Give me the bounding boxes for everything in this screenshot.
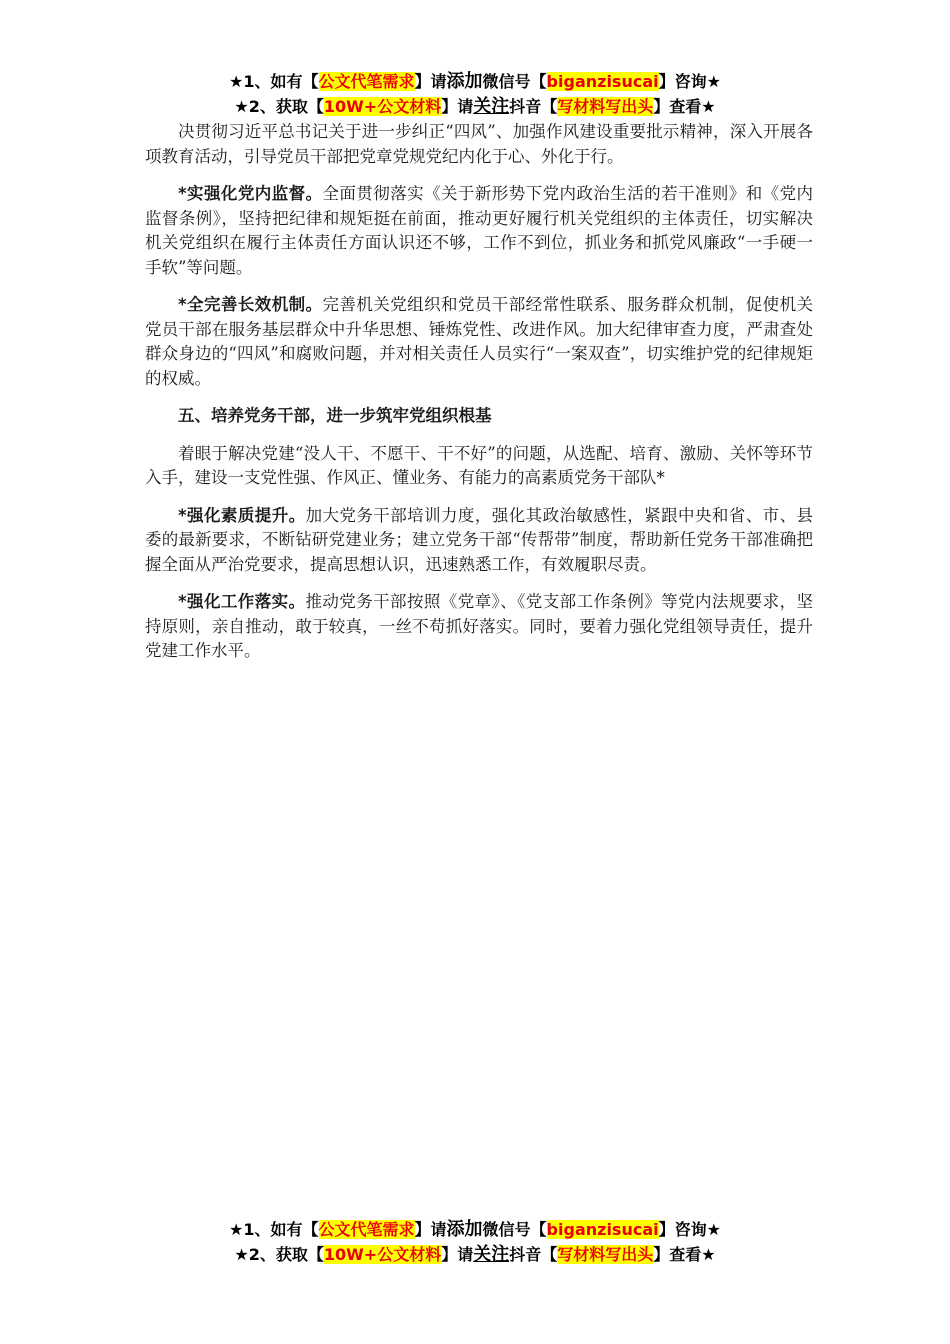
footer-banner [0,1217,950,1267]
paragraph [145,120,813,169]
banner-text: 抖音【 [509,97,558,116]
paragraph-lead: *强化工作落实。 [178,592,306,611]
banner-text: 】请 [414,72,447,91]
paragraph-lead: *实强化党内监督。 [178,184,323,203]
banner-text: 】查看★ [653,97,716,116]
paragraph-text: 着眼于解决党建“没人干、不愿干、干不好”的问题，从选配、培育、激励、关怀等环节入手，建设一支党性强、作风正、懂业务、有能力的高素质党务干部队* [145,443,813,487]
banner-text: 】咨询★ [658,1220,721,1239]
banner-emphasis: 关注 [473,96,510,117]
paragraph-text: 全面贯彻落实《关于新形势下党内政治生活的若干准则》和《党内监督条例》，坚持把纪律和规矩挺在前面，推动更好履行机关党组织的主体责任，切实解决机关党组织在履行主体责任方面认识还不够，工作不到位，抓业务和抓党风廉政“一手硬一手软”等问题。 [145,184,814,277]
banner-line-1 [0,1217,950,1242]
banner-text: ★1、如有【 [229,72,319,91]
paragraph [145,442,813,491]
paragraph-text: 完善机关党组织和党员干部经常性联系、服务群众机制，促使机关党员干部在服务基层群众中升华思想、锤炼党性、改进作风。加大纪律审查力度，严肃查处群众身边的“四风”和腐败问题，并对相关责任人员实行“一案双查”，切实维护党的纪律规矩的权威。 [145,295,814,388]
paragraph-text: 推动党务干部按照《党章》、《党支部工作条例》等党内法规要求，坚持原则，亲自推动，敢于较真，一丝不苟抓好落实。同时，要着力强化党组领导责任，提升党建工作水平。 [145,592,813,660]
highlight-wechat-id: biganzisucai [546,1220,659,1239]
banner-emphasis: 添加 [446,71,483,92]
banner-text: 微信号【 [482,72,547,91]
banner-text: 微信号【 [482,1220,547,1239]
banner-emphasis: 关注 [473,1244,510,1265]
banner-line-1 [0,69,950,94]
paragraph [145,293,813,391]
highlight-materials: 10W+公文材料 [323,1245,442,1264]
banner-text: ★1、如有【 [229,1220,319,1239]
highlight-douyin-account: 写材料写出头 [557,1245,654,1264]
highlight-douyin-account: 写材料写出头 [557,97,654,116]
paragraph-text: 决贯彻习近平总书记关于进一步纠正“四风”、加强作风建设重要批示精神，深入开展各项教育活动，引导党员干部把党章党规党纪内化于心、外化于行。 [145,122,813,166]
paragraph-lead: *全完善长效机制。 [178,295,323,314]
paragraph [145,504,813,578]
paragraph [145,590,813,664]
section-heading [145,404,813,429]
highlight-materials: 10W+公文材料 [323,97,442,116]
banner-emphasis: 添加 [446,1219,483,1240]
banner-text: 抖音【 [509,1245,558,1264]
heading-text: 五、培养党务干部，进一步筑牢党组织根基 [178,406,492,425]
banner-text: 】请 [441,97,474,116]
highlight-service: 公文代笔需求 [318,1220,415,1239]
paragraph-text: 加大党务干部培训力度，强化其政治敏感性，紧跟中央和省、市、县委的最新要求，不断钻研党建业务；建立党务干部“传帮带”制度，帮助新任党务干部准确把握全面从严治党要求，提高思想认识，迅速熟悉工作，有效履职尽责。 [145,505,813,574]
paragraph-lead: *强化素质提升。 [178,505,306,525]
banner-text: 】查看★ [653,1245,716,1264]
header-banner [0,69,950,119]
highlight-service: 公文代笔需求 [318,72,415,91]
banner-text: ★2、获取【 [234,97,324,116]
banner-text: ★2、获取【 [234,1245,324,1264]
document-body [145,120,813,677]
banner-text: 】请 [414,1220,447,1239]
banner-text: 】请 [441,1245,474,1264]
paragraph [145,182,813,280]
banner-line-2 [0,94,950,119]
banner-line-2 [0,1242,950,1267]
banner-text: 】咨询★ [658,72,721,91]
highlight-wechat-id: biganzisucai [546,72,659,91]
